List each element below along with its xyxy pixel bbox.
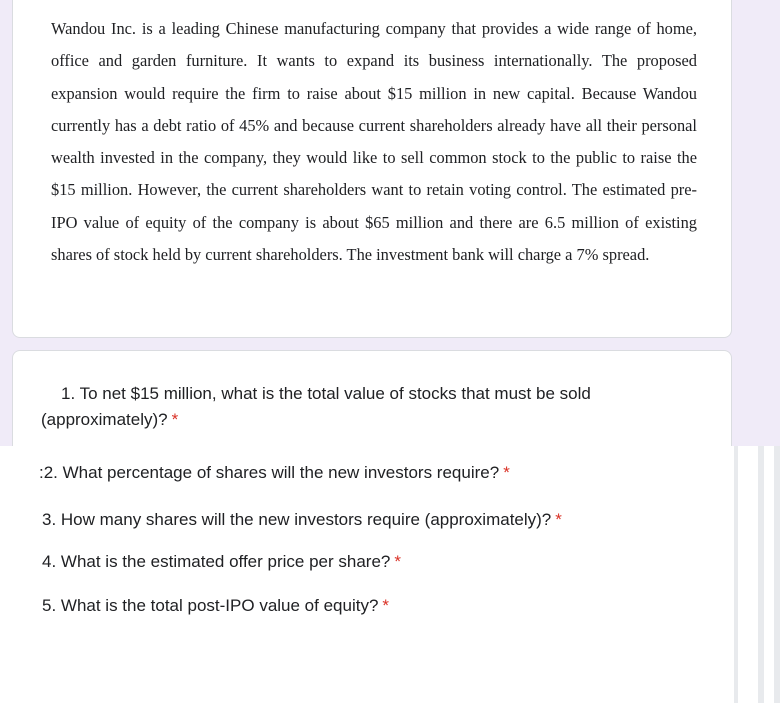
question-3-title [42,509,562,531]
required-asterisk: * [382,596,390,615]
required-asterisk: * [394,552,401,571]
side-panel-bar [738,446,758,703]
questions-area [0,446,734,703]
question-1-line-1: 1. To net $15 million, what is the total value of stocks that must be sold [61,384,591,403]
question-4-label: 4. What is the estimated offer price per share? [42,552,391,571]
question-5-label: 5. What is the total post-IPO value of equity? [42,596,379,615]
question-card-1 [12,350,732,460]
question-1-line-2: (approximately)? [41,410,168,429]
passage-card [12,0,732,338]
case-passage: Wandou Inc. is a leading Chinese manufacturing company that provides a wide range of home, office and garden furniture. It wants to expand its business internationally. The proposed expansion would require the firm to raise about $15 million in new capital. Because Wandou currently has a debt ratio of 45% and because current shareholders already have all their personal wealth invested in the company, they would like to sell common stock to the public to raise the $15 million. However, the current shareholders want to retain voting control. The estimated pre-IPO value of equity of the company is about $65 million and there are 6.5 million of existing shares of stock held by current shareholders. The investment bank will charge a 7% spread. [51,19,697,265]
question-3-label: 3. How many shares will the new investors require (approximately)? [42,510,552,529]
question-2-label: :2. What percentage of shares will the new investors require? [39,463,500,482]
required-asterisk: * [555,510,562,529]
side-panel-bar-narrow [764,446,774,703]
question-1-title [41,381,641,433]
question-5-title [42,595,389,617]
question-4-title [42,551,401,573]
required-asterisk: * [171,410,179,429]
question-2-title [39,462,510,484]
required-asterisk: * [503,463,510,482]
